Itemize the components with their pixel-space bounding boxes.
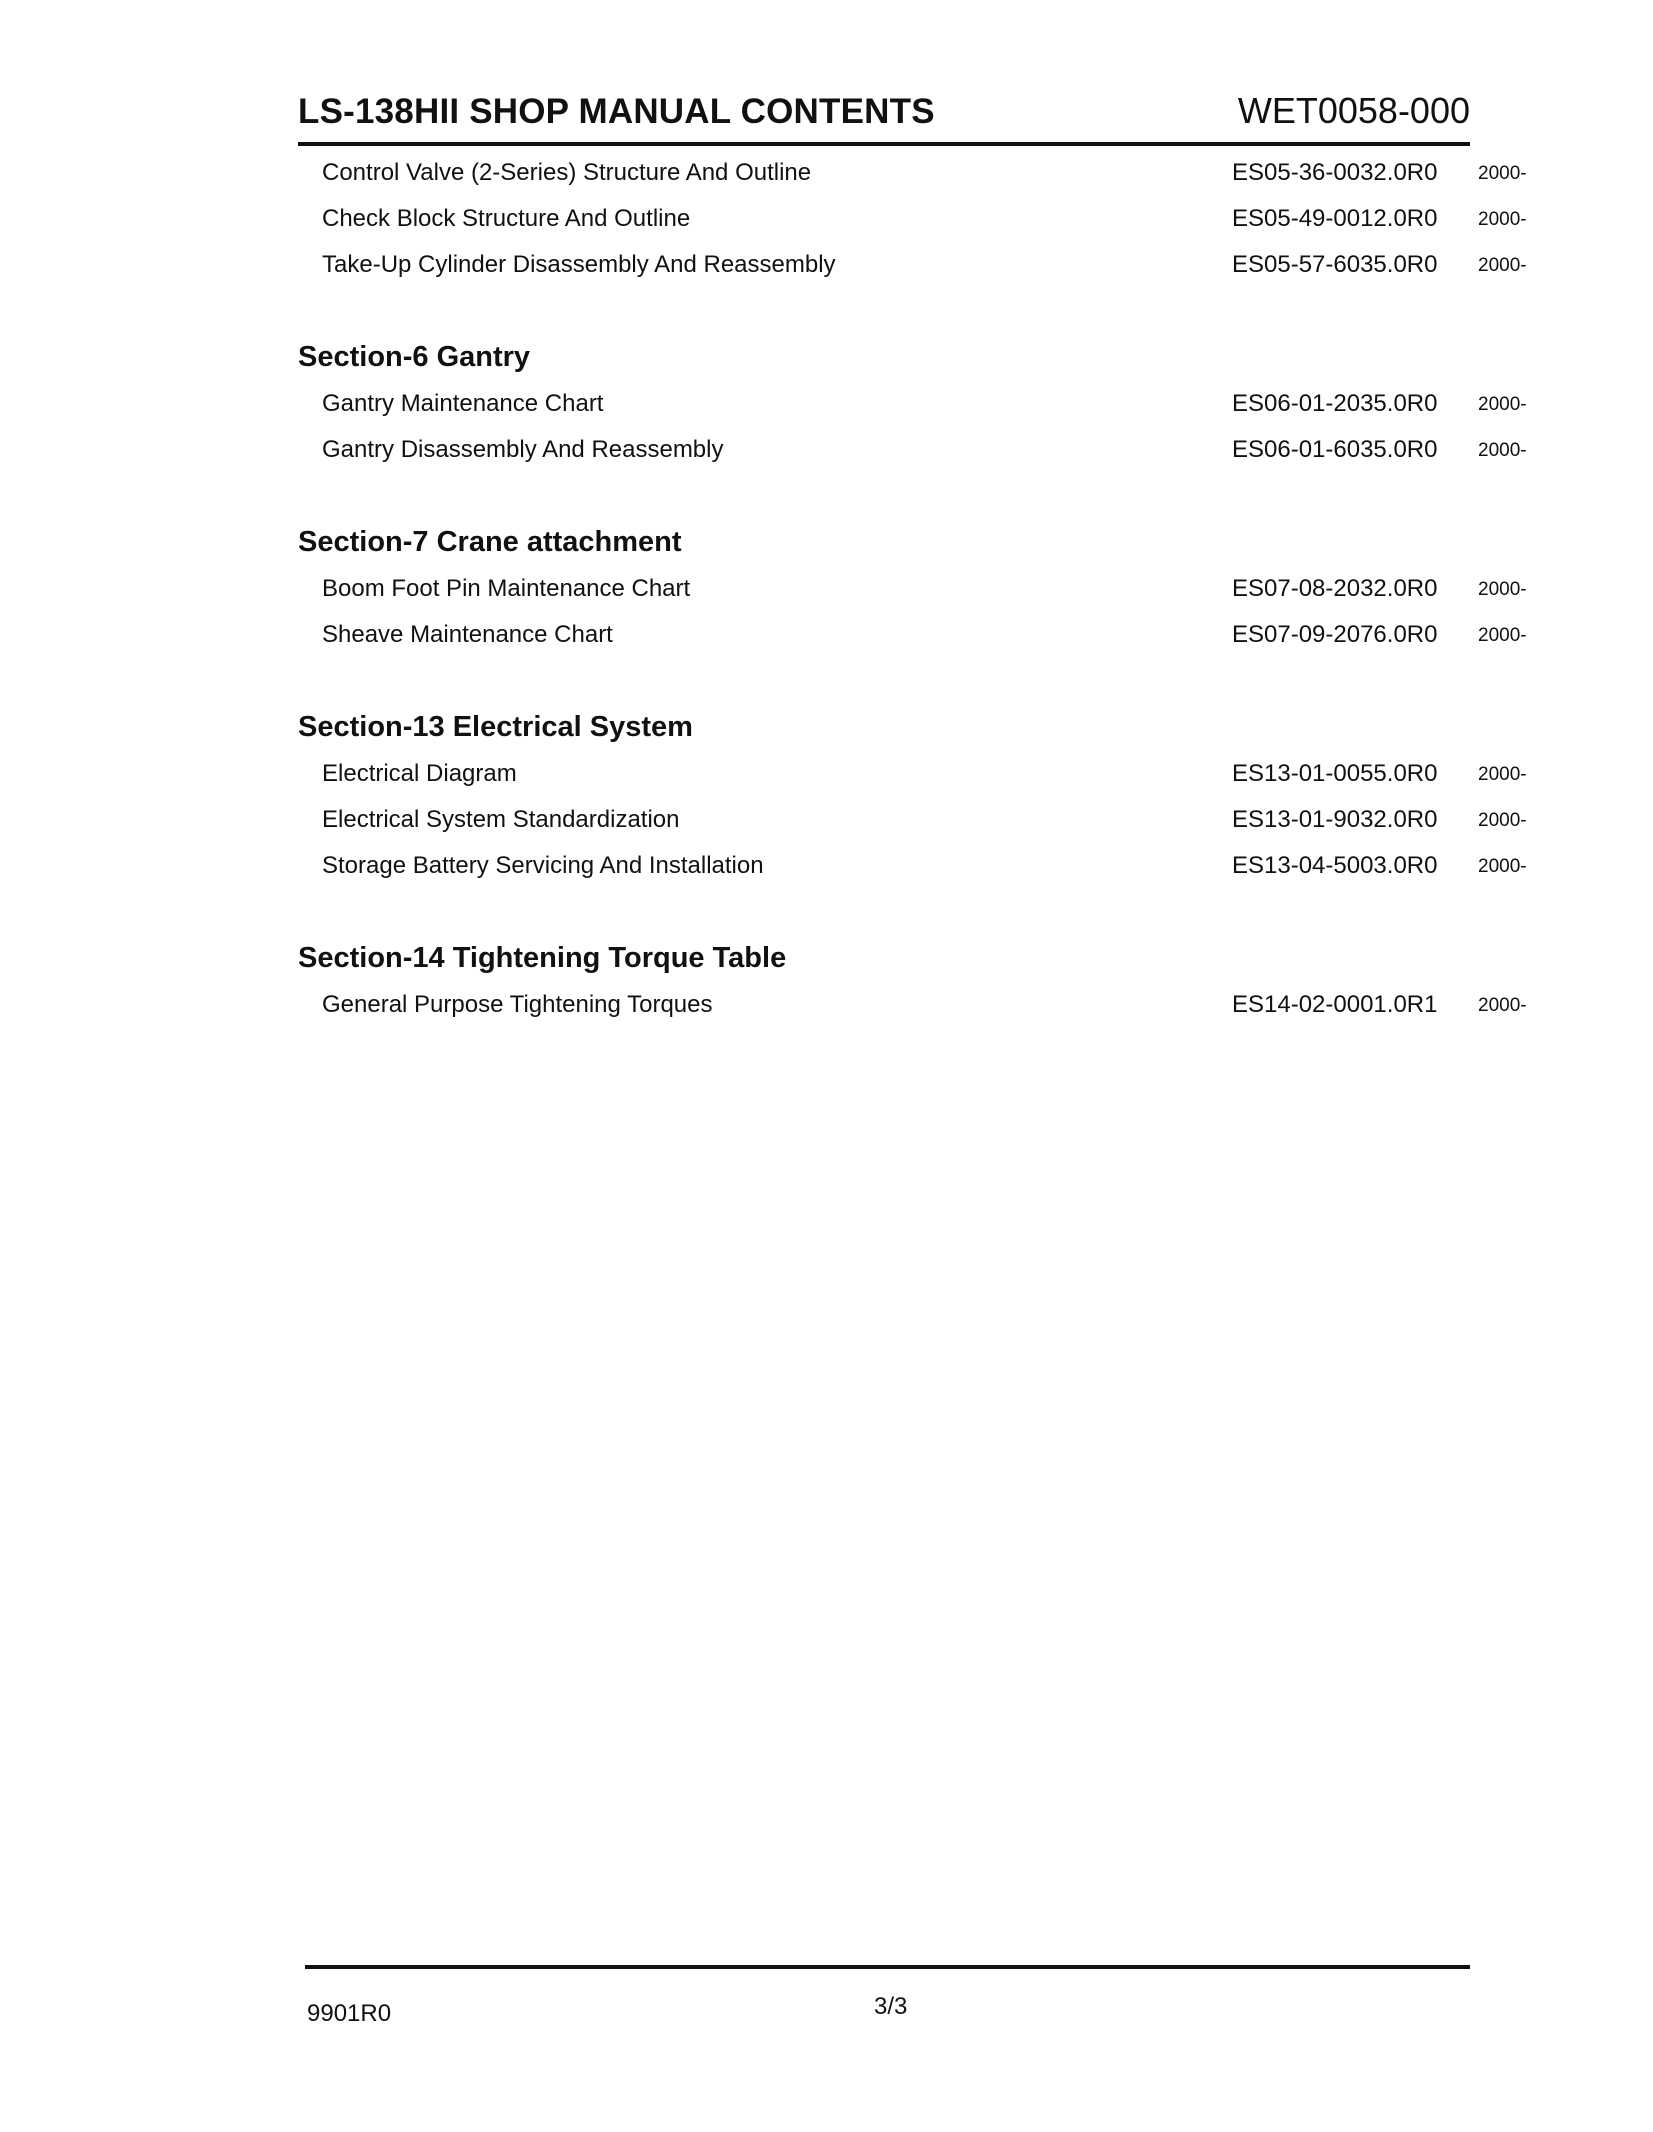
entry-code: ES05-49-0012.0R0 [1232,205,1438,232]
entry-code: ES06-01-2035.0R0 [1232,390,1438,417]
entry-date: 2000- [1478,995,1527,1016]
entry-code: ES05-36-0032.0R0 [1232,159,1438,186]
entry-code: ES14-02-0001.0R1 [1232,991,1438,1018]
entry-title: Storage Battery Servicing And Installation [322,852,768,879]
entry-title: Electrical System Standardization [322,806,684,833]
toc-entry [298,751,1538,797]
entry-title: Check Block Structure And Outline [322,205,694,232]
entry-title: Control Valve (2-Series) Structure And Outline [322,159,815,186]
toc-entry [298,242,1538,288]
section-heading: Section-13 Electrical System [298,711,693,743]
toc-entry [298,612,1538,658]
entry-date: 2000- [1478,579,1527,600]
entry-title: Boom Foot Pin Maintenance Chart [322,575,694,602]
entry-date: 2000- [1478,764,1527,785]
entry-title: Gantry Disassembly And Reassembly [322,436,727,463]
toc-entry [298,427,1538,473]
toc-entry [298,797,1538,843]
entry-title: Take-Up Cylinder Disassembly And Reassembly [322,251,840,278]
document-code: WET0058-000 [1237,90,1470,131]
table-of-contents [298,150,1538,1028]
entry-date: 2000- [1478,625,1527,646]
revision-code: 9901R0 [307,2000,392,2027]
page-number: 3/3 [874,1993,908,2020]
entry-code: ES06-01-6035.0R0 [1232,436,1438,463]
toc-entry [298,843,1538,889]
entry-code: ES13-04-5003.0R0 [1232,852,1438,879]
toc-entry [298,982,1538,1028]
entry-date: 2000- [1478,163,1527,184]
entry-date: 2000- [1478,255,1527,276]
toc-entry [298,150,1538,196]
entry-title: Gantry Maintenance Chart [322,390,607,417]
section-heading: Section-14 Tightening Torque Table [298,942,787,974]
entry-code: ES07-08-2032.0R0 [1232,575,1438,602]
entry-code: ES13-01-0055.0R0 [1232,760,1438,787]
entry-date: 2000- [1478,394,1527,415]
toc-entry [298,381,1538,427]
section-heading: Section-6 Gantry [298,341,531,373]
entry-date: 2000- [1478,810,1527,831]
entry-code: ES13-01-9032.0R0 [1232,806,1438,833]
section-heading: Section-7 Crane attachment [298,526,682,558]
entry-date: 2000- [1478,856,1527,877]
toc-entry [298,196,1538,242]
header-divider [298,142,1470,146]
entry-code: ES05-57-6035.0R0 [1232,251,1438,278]
entry-code: ES07-09-2076.0R0 [1232,621,1438,648]
entry-date: 2000- [1478,440,1527,461]
entry-title: General Purpose Tightening Torques [322,991,716,1018]
entry-title: Electrical Diagram [322,760,521,787]
entry-title: Sheave Maintenance Chart [322,621,617,648]
page-header [298,92,1470,142]
page-title: LS-138HII SHOP MANUAL CONTENTS [298,92,935,131]
entry-date: 2000- [1478,209,1527,230]
footer-divider [305,1965,1470,1969]
toc-entry [298,566,1538,612]
